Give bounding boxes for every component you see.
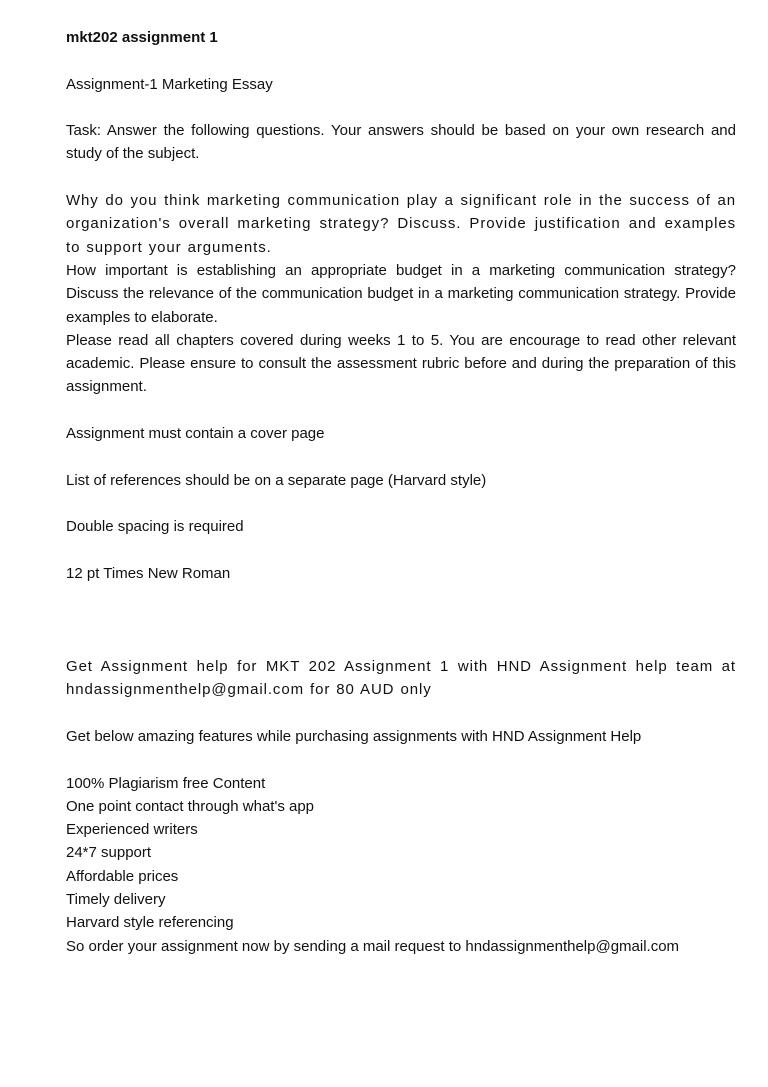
- task-paragraph: Task: Answer the following questions. Your answers should be based on your own research and study of the subject.: [66, 122, 736, 163]
- question-2: How important is establishing an appropriate budget in a marketing communication strategy? Discuss the relevance of the communication budget in a marketing communication strategy. Provide examples to elaborate.: [66, 261, 736, 326]
- list-item: Experienced writers: [66, 821, 198, 839]
- question-3: Please read all chapters covered during weeks 1 to 5. You are encourage to read other relevant academic. Please ensure to consult the assessment rubric before and during the preparation of this assignment.: [66, 331, 736, 396]
- requirement-references: List of references should be on a separate page (Harvard style): [66, 471, 487, 489]
- features-intro: Get below amazing features while purchasing assignments with HND Assignment Help: [66, 727, 642, 745]
- list-item: Harvard style referencing: [66, 914, 234, 932]
- list-item: 24*7 support: [66, 844, 152, 862]
- document-subtitle: Assignment-1 Marketing Essay: [66, 75, 273, 93]
- document-title: mkt202 assignment 1: [66, 29, 218, 46]
- list-item: Timely delivery: [66, 890, 166, 908]
- list-item: One point contact through what's app: [66, 797, 315, 815]
- requirement-spacing: Double spacing is required: [66, 518, 244, 536]
- list-item: 100% Plagiarism free Content: [66, 774, 266, 792]
- features-list: [66, 772, 736, 958]
- document-body: [66, 26, 736, 958]
- offer-paragraph: Get Assignment help for MKT 202 Assignment 1 with HND Assignment help team at hndassignmenthelp@gmail.com for 80 AUD only: [66, 658, 736, 699]
- question-1: Why do you think marketing communication play a significant role in the success of an organization's overall marketing strategy? Discuss. Provide justification and examples to support your arguments.: [66, 192, 736, 256]
- requirement-cover-page: Assignment must contain a cover page: [66, 425, 325, 443]
- requirement-font: 12 pt Times New Roman: [66, 564, 231, 582]
- list-item: Affordable prices: [66, 867, 179, 885]
- list-item: So order your assignment now by sending a mail request to hndassignmenthelp@gmail.com: [66, 937, 680, 955]
